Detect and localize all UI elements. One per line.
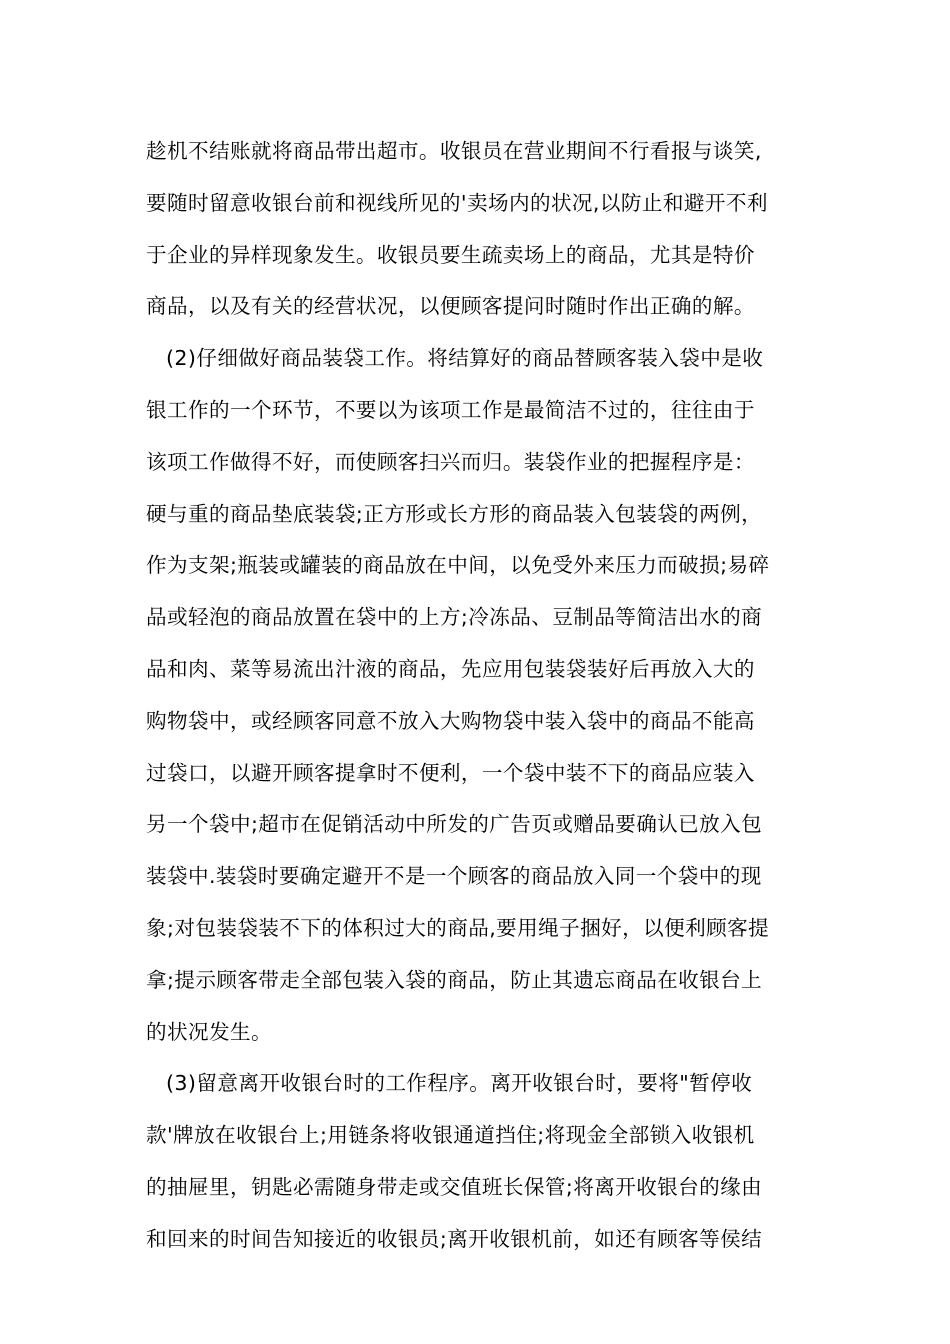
text-line: 硬与重的商品垫底装袋;正方形或长方形的商品装入包装袋的两例， [146, 501, 763, 526]
paragraph-2-start: (2)仔细做好商品装袋工作。将结算好的商品替顾客装入袋中是收 [166, 346, 764, 371]
text-line: 另一个袋中;超市在促销活动中所发的广告页或赠品要确认已放入包 [146, 812, 763, 837]
text-line: 该项工作做得不好，而使顾客扫兴而归。装袋作业的把握程序是： [146, 449, 755, 474]
text-line: 银工作的一个环节，不要以为该项工作是最简洁不过的，往往由于 [146, 397, 755, 422]
text-line: 趁机不结账就将商品带出超市。收银员在营业期间不行看报与谈笑, [146, 139, 762, 163]
text-line: 款'牌放在收银台上;用链条将收银通道挡住;将现金全部锁入收银机 [146, 1123, 755, 1148]
text-line: 过袋口，以避开顾客提拿时不便利，一个袋中装不下的商品应装入 [146, 760, 755, 785]
text-line: 品和肉、菜等易流出汁液的商品，先应用包装袋装好后再放入大的 [146, 656, 755, 681]
text-line: 的状况发生。 [146, 1019, 272, 1044]
text-line: 拿;提示顾客带走全部包装入袋的商品，防止其遗忘商品在收银台上 [146, 967, 763, 992]
text-line: 象;对包装袋装不下的体积过大的商品,要用绳子捆好，以便利顾客提 [146, 915, 770, 940]
text-line: 品或轻泡的商品放置在袋中的上方;冷冻品、豆制品等简洁出水的商 [146, 605, 763, 630]
text-line: 商品，以及有关的经营状况，以便顾客提问时随时作出正确的解。 [146, 294, 755, 319]
text-line: 的抽屉里，钥匙必需随身带走或交值班长保管;将离开收银台的缘由 [146, 1174, 763, 1199]
text-line: 要随时留意收银台前和视线所见的'卖场内的状况,以防止和避开不利 [146, 190, 768, 215]
document-page [146, 126, 808, 1266]
text-line: 装袋中.装袋时要确定避开不是一个顾客的商品放入同一个袋中的现 [146, 864, 762, 889]
paragraph-3-start: (3)留意离开收银台时的工作程序。离开收银台时，要将"暂停收 [166, 1071, 753, 1096]
text-line: 作为支架;瓶装或罐装的商品放在中间，以免受外来压力而破损;易碎 [146, 553, 770, 578]
text-line: 和回来的时间告知接近的收银员;离开收银机前，如还有顾客等侯结 [146, 1226, 763, 1251]
text-line: 于企业的异样现象发生。收银员要生疏卖场上的商品，尤其是特价 [146, 242, 755, 267]
text-line: 购物袋中，或经顾客同意不放入大购物袋中装入袋中的商品不能高 [146, 708, 755, 733]
